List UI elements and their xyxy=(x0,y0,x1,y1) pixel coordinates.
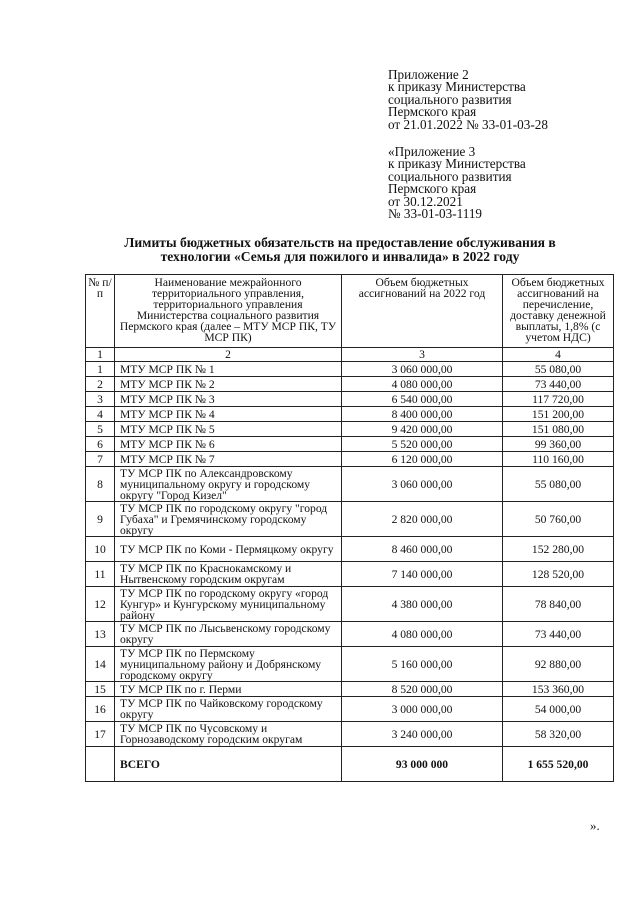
appendix-2-line: Приложение 2 xyxy=(388,67,469,82)
row-number: 15 xyxy=(86,682,115,697)
row-number: 11 xyxy=(86,562,115,587)
row-budget: 5 520 000,00 xyxy=(342,437,503,452)
column-number: 3 xyxy=(342,348,503,362)
row-number: 13 xyxy=(86,622,115,647)
row-number: 6 xyxy=(86,437,115,452)
row-delivery: 55 080,00 xyxy=(503,362,614,377)
row-name: ТУ МСР ПК по городскому округу "город Губаха" и Гремячинскому городскому округу xyxy=(115,502,342,537)
column-numbering-row xyxy=(86,348,614,362)
appendix-3-block xyxy=(388,146,526,220)
appendix-3-line: от 30.12.2021 xyxy=(388,193,463,209)
row-name: ТУ МСР ПК по Пермскому муниципальному району и Добрянскому городскому округу xyxy=(115,647,342,682)
row-budget: 4 080 000,00 xyxy=(342,377,503,392)
total-label: ВСЕГО xyxy=(115,747,342,782)
table-row xyxy=(86,452,614,467)
row-name: ТУ МСР ПК по Краснокамскому и Нытвенскому городским округам xyxy=(115,562,342,587)
row-delivery: 153 360,00 xyxy=(503,682,614,697)
table-row xyxy=(86,502,614,537)
table-row xyxy=(86,392,614,407)
row-delivery: 73 440,00 xyxy=(503,622,614,647)
row-budget: 3 060 000,00 xyxy=(342,362,503,377)
row-budget: 9 420 000,00 xyxy=(342,422,503,437)
table-row xyxy=(86,682,614,697)
closing-quote: ». xyxy=(590,818,600,833)
row-budget: 6 540 000,00 xyxy=(342,392,503,407)
row-budget: 3 060 000,00 xyxy=(342,467,503,502)
row-budget: 7 140 000,00 xyxy=(342,562,503,587)
table-row xyxy=(86,422,614,437)
title-line-1: Лимиты бюджетных обязательств на предоставление обслуживания в xyxy=(124,235,556,250)
row-number: 9 xyxy=(86,502,115,537)
table-row xyxy=(86,437,614,452)
row-number: 3 xyxy=(86,392,115,407)
appendix-3-line: «Приложение 3 xyxy=(388,144,476,159)
appendix-2-line: социального развития xyxy=(388,91,512,107)
header-number: № п/п xyxy=(86,275,115,348)
row-number: 2 xyxy=(86,377,115,392)
column-number: 1 xyxy=(86,348,115,362)
table-row xyxy=(86,407,614,422)
table-row xyxy=(86,537,614,562)
row-budget: 4 380 000,00 xyxy=(342,587,503,622)
appendix-2-block xyxy=(388,69,548,131)
row-delivery: 58 320,00 xyxy=(503,722,614,747)
appendix-3-line: № 33-01-03-1119 xyxy=(388,206,483,222)
table-row xyxy=(86,622,614,647)
table-row xyxy=(86,697,614,722)
row-number: 1 xyxy=(86,362,115,377)
appendix-2-line: от 21.01.2022 № 33-01-03-28 xyxy=(388,116,548,132)
row-name: ТУ МСР ПК по Александровскому муниципальному округу и городскому округу "Город Кизел" xyxy=(115,467,342,502)
row-name: ТУ МСР ПК по Чусовскому и Горнозаводскому городским округам xyxy=(115,722,342,747)
row-delivery: 54 000,00 xyxy=(503,697,614,722)
row-delivery: 55 080,00 xyxy=(503,467,614,502)
table-row xyxy=(86,722,614,747)
table-row xyxy=(86,587,614,622)
row-delivery: 73 440,00 xyxy=(503,377,614,392)
row-delivery: 78 840,00 xyxy=(503,587,614,622)
row-budget: 3 000 000,00 xyxy=(342,697,503,722)
row-number: 12 xyxy=(86,587,115,622)
table-row xyxy=(86,647,614,682)
row-delivery: 117 720,00 xyxy=(503,392,614,407)
row-delivery: 50 760,00 xyxy=(503,502,614,537)
document-title xyxy=(60,236,620,264)
row-budget: 3 240 000,00 xyxy=(342,722,503,747)
header-delivery-budget: Объем бюджетных ассигнований на перечисление, доставку денежной выплаты, 1,8% (с учетом НДС) xyxy=(503,275,614,348)
row-name: ТУ МСР ПК по Чайковскому городскому округу xyxy=(115,697,342,722)
row-budget: 6 120 000,00 xyxy=(342,452,503,467)
row-name: ТУ МСР ПК по Коми - Пермяцкому округу xyxy=(115,537,342,562)
row-number: 4 xyxy=(86,407,115,422)
table-header-row xyxy=(86,275,614,348)
appendix-3-line: социального развития xyxy=(388,168,512,184)
row-budget: 8 520 000,00 xyxy=(342,682,503,697)
row-name: МТУ МСР ПК № 2 xyxy=(115,377,342,392)
row-name: МТУ МСР ПК № 7 xyxy=(115,452,342,467)
header-budget-2022: Объем бюджетных ассигнований на 2022 год xyxy=(342,275,503,348)
row-delivery: 110 160,00 xyxy=(503,452,614,467)
total-empty-cell xyxy=(86,747,115,782)
appendix-2-line: Пермского края xyxy=(388,104,477,120)
row-delivery: 99 360,00 xyxy=(503,437,614,452)
row-number: 5 xyxy=(86,422,115,437)
column-number: 4 xyxy=(503,348,614,362)
row-name: МТУ МСР ПК № 4 xyxy=(115,407,342,422)
row-name: МТУ МСР ПК № 3 xyxy=(115,392,342,407)
header-name: Наименование межрайонного территориального управления, территориального управления Министерства социального развития Пермского края (далее – МТУ МСР ПК, ТУ МСР ПК) xyxy=(115,275,342,348)
row-number: 14 xyxy=(86,647,115,682)
row-name: ТУ МСР ПК по городскому округу «город Кунгур» и Кунгурскому муниципальному району xyxy=(115,587,342,622)
row-name: МТУ МСР ПК № 6 xyxy=(115,437,342,452)
appendix-3-line: к приказу Министерства xyxy=(388,156,526,172)
row-budget: 4 080 000,00 xyxy=(342,622,503,647)
row-budget: 8 460 000,00 xyxy=(342,537,503,562)
row-delivery: 128 520,00 xyxy=(503,562,614,587)
appendix-2-line: к приказу Министерства xyxy=(388,79,526,95)
appendix-3-line: Пермского края xyxy=(388,181,477,197)
row-number: 16 xyxy=(86,697,115,722)
row-number: 8 xyxy=(86,467,115,502)
row-budget: 5 160 000,00 xyxy=(342,647,503,682)
row-number: 7 xyxy=(86,452,115,467)
table-row xyxy=(86,362,614,377)
row-budget: 2 820 000,00 xyxy=(342,502,503,537)
budget-limits-table xyxy=(85,274,614,782)
row-name: МТУ МСР ПК № 5 xyxy=(115,422,342,437)
row-name: ТУ МСР ПК по Лысьвенскому городскому округу xyxy=(115,622,342,647)
row-name: МТУ МСР ПК № 1 xyxy=(115,362,342,377)
row-delivery: 152 280,00 xyxy=(503,537,614,562)
row-delivery: 151 200,00 xyxy=(503,407,614,422)
row-number: 10 xyxy=(86,537,115,562)
title-line-2: технологии «Семья для пожилого и инвалида» в 2022 году xyxy=(160,249,520,264)
row-name: ТУ МСР ПК по г. Перми xyxy=(115,682,342,697)
table-row xyxy=(86,377,614,392)
row-delivery: 151 080,00 xyxy=(503,422,614,437)
row-delivery: 92 880,00 xyxy=(503,647,614,682)
table-row xyxy=(86,562,614,587)
total-budget: 93 000 000 xyxy=(342,747,503,782)
column-number: 2 xyxy=(115,348,342,362)
total-delivery: 1 655 520,00 xyxy=(503,747,614,782)
row-budget: 8 400 000,00 xyxy=(342,407,503,422)
total-row xyxy=(86,747,614,782)
row-number: 17 xyxy=(86,722,115,747)
table-row xyxy=(86,467,614,502)
